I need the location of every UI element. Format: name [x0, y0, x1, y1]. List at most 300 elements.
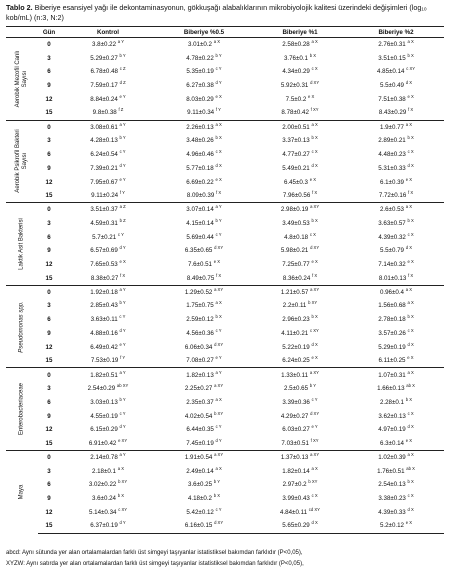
value-cell	[252, 258, 348, 272]
table-number: Tablo 2.	[6, 3, 33, 12]
significance-letters: b X	[311, 135, 318, 141]
day-cell: 3	[47, 137, 51, 145]
mean-sd: 4.84±0.11	[280, 508, 308, 516]
value-cell	[60, 299, 156, 313]
value-cell	[348, 134, 444, 148]
mean-sd: 5.2±0.12	[379, 522, 404, 530]
significance-letters: c X	[309, 231, 316, 237]
mean-sd: 6.35±0.65	[184, 247, 213, 255]
mean-sd: 8.03±0.29	[186, 95, 214, 103]
header-rosemary-1: Biberiye %1	[252, 27, 348, 38]
value-cell	[348, 51, 444, 65]
mean-sd: 2.5±0.65	[284, 385, 309, 393]
mean-sd: 9.11±0.34	[187, 109, 215, 117]
significance-letters: a X	[405, 204, 413, 210]
value-cell	[60, 272, 156, 286]
mean-sd: 2.85±0.43	[90, 302, 118, 310]
significance-letters: c X	[407, 149, 414, 154]
value-cell	[252, 272, 348, 286]
significance-letters: e Y	[119, 341, 126, 347]
mean-sd: 3.08±0.61	[90, 123, 118, 131]
value-cell	[60, 354, 156, 368]
mean-sd: 2.2±0.11	[282, 302, 307, 310]
significance-letters: a Z	[119, 204, 126, 210]
significance-letters: c XY	[118, 506, 128, 512]
day-cell: 3	[47, 54, 51, 62]
mean-sd: 1.02±0.39	[378, 454, 406, 462]
value-cell	[60, 327, 156, 341]
mean-sd: 1.82±0.14	[282, 467, 310, 475]
significance-letters: d Y	[215, 437, 222, 443]
significance-letters: e XY	[118, 437, 128, 443]
header-rosemary-2: Biberiye %2	[348, 27, 444, 38]
value-cell	[60, 492, 156, 506]
mean-sd: 7.45±0.19	[186, 439, 214, 447]
significance-letters: b X	[407, 52, 414, 58]
table-row	[6, 285, 444, 299]
value-cell	[156, 230, 252, 244]
significance-letters: a XY	[214, 383, 224, 389]
mean-sd: 4.39±0.32	[378, 233, 406, 241]
value-cell	[252, 38, 348, 52]
table-row	[6, 450, 444, 464]
value-cell	[348, 93, 444, 107]
day-cell: 3	[47, 302, 51, 310]
mean-sd: 4.39±0.33	[378, 508, 406, 516]
mean-sd: 7.5±0.2	[285, 95, 307, 103]
day-cell: 6	[47, 398, 51, 406]
value-cell	[348, 382, 444, 396]
value-cell	[60, 38, 156, 52]
significance-letters: d Z	[119, 80, 126, 86]
significance-letters: b Y	[119, 52, 126, 58]
table-row	[6, 354, 444, 368]
day-cell: 9	[47, 164, 51, 172]
mean-sd: 4.28±0.13	[90, 137, 118, 145]
value-cell	[156, 38, 252, 52]
significance-letters: cd XY	[308, 506, 320, 512]
day-cell: 3	[47, 219, 51, 227]
mean-sd: 4.59±0.31	[90, 219, 118, 227]
day-cell: 9	[47, 412, 51, 420]
mean-sd: 5.5±0.79	[379, 247, 404, 255]
mean-sd: 6.1±0.39	[379, 178, 404, 186]
mean-sd: 5.92±0.31	[280, 82, 309, 90]
value-cell	[348, 216, 444, 230]
mean-sd: 5.65±0.29	[282, 522, 310, 530]
mean-sd: 6.37±0.19	[90, 522, 118, 530]
significance-letters: a XY	[214, 452, 224, 458]
mean-sd: 3.8±0.22	[92, 41, 117, 49]
value-cell	[156, 285, 252, 299]
significance-letters: a X	[407, 369, 414, 375]
mean-sd: 3.62±0.13	[378, 412, 406, 420]
significance-letters: d X	[407, 424, 414, 430]
mean-sd: 1.29±0.52	[184, 288, 213, 296]
value-cell	[348, 38, 444, 52]
significance-letters: f X	[312, 272, 318, 278]
mean-sd: 7.72±0.16	[378, 192, 407, 200]
significance-letters: b XY	[214, 410, 224, 416]
table-row	[6, 327, 444, 341]
mean-sd: 2.98±0.19	[280, 206, 309, 214]
value-cell	[60, 340, 156, 354]
mean-sd: 1.07±0.31	[378, 371, 406, 379]
mean-sd: 6.69±0.22	[186, 178, 214, 186]
day-cell: 0	[38, 450, 60, 464]
day-cell: 15	[45, 274, 53, 282]
mean-sd: 2.35±0.37	[186, 398, 214, 406]
mean-sd: 8.43±0.29	[378, 109, 407, 117]
significance-letters: d X	[311, 341, 318, 347]
value-cell	[348, 299, 444, 313]
mean-sd: 5.29±0.19	[378, 343, 406, 351]
value-cell	[252, 409, 348, 423]
value-cell	[348, 175, 444, 189]
value-cell	[156, 148, 252, 162]
header-group	[6, 27, 38, 38]
table-row	[6, 134, 444, 148]
day-cell: 0	[38, 120, 60, 134]
significance-letters: a X	[407, 452, 414, 458]
value-cell	[156, 327, 252, 341]
day-cell: 15	[45, 109, 53, 117]
value-cell	[156, 299, 252, 313]
significance-letters: d XY	[310, 410, 320, 416]
significance-letters: e X	[407, 259, 414, 265]
value-cell	[252, 106, 348, 120]
mean-sd: 7.6±0.51	[187, 261, 212, 269]
mean-sd: 7.65±0.53	[90, 261, 118, 269]
mean-sd: 6.78±0.48	[90, 68, 118, 76]
value-cell	[156, 519, 252, 533]
value-cell	[60, 395, 156, 409]
mean-sd: 2.59±0.12	[186, 316, 214, 324]
day-cell: 3	[47, 467, 51, 475]
value-cell	[156, 203, 252, 217]
mean-sd: 8.38±0.27	[90, 274, 119, 282]
table-row	[6, 492, 444, 506]
value-cell	[348, 506, 444, 520]
mean-sd: 3.99±0.43	[282, 495, 310, 503]
mean-sd: 3.6±0.25	[188, 481, 213, 489]
value-cell	[60, 382, 156, 396]
mean-sd: 3.48±0.26	[186, 137, 214, 145]
mean-sd: 3.76±0.1	[283, 54, 308, 62]
value-cell	[252, 134, 348, 148]
mean-sd: 6.57±0.69	[90, 247, 118, 255]
value-cell	[348, 120, 444, 134]
significance-letters: a Y	[117, 39, 124, 45]
mean-sd: 4.29±0.27	[280, 412, 309, 420]
value-cell	[156, 354, 252, 368]
value-cell	[252, 450, 348, 464]
table-row	[6, 106, 444, 120]
value-cell	[156, 244, 252, 258]
significance-letters: a X	[311, 465, 318, 471]
mean-sd: 2.18±0.1	[91, 467, 116, 475]
significance-letters: a X	[311, 39, 318, 45]
value-cell	[156, 450, 252, 464]
significance-letters: d Y	[119, 245, 126, 251]
significance-letters: b Y	[119, 300, 126, 306]
value-cell	[60, 189, 156, 203]
significance-letters: b X	[309, 52, 317, 58]
significance-letters: c Y	[119, 314, 126, 320]
mean-sd: 4.02±0.54	[184, 412, 213, 420]
significance-letters: e X	[215, 93, 222, 99]
value-cell	[156, 313, 252, 327]
value-cell	[60, 437, 156, 451]
value-cell	[156, 382, 252, 396]
value-cell	[252, 51, 348, 65]
mean-sd: 5.29±0.27	[90, 54, 118, 62]
mean-sd: 6.24±0.54	[90, 151, 118, 158]
value-cell	[348, 423, 444, 437]
table-row	[6, 423, 444, 437]
mean-sd: 3.49±0.53	[282, 219, 310, 227]
significance-letters: b X	[215, 135, 222, 141]
table-row	[6, 272, 444, 286]
significance-letters: a X	[405, 286, 413, 292]
significance-letters: f Y	[119, 190, 125, 196]
mean-sd: 1.82±0.13	[186, 371, 214, 379]
mean-sd: 4.77±0.27	[282, 151, 310, 158]
significance-letters: e X	[309, 176, 317, 182]
value-cell	[60, 423, 156, 437]
significance-letters: a XY	[309, 369, 319, 375]
mean-sd: 5.42±0.12	[186, 508, 214, 516]
header-row	[6, 27, 444, 38]
table-row	[6, 38, 444, 52]
significance-letters: a X	[213, 39, 221, 45]
value-cell	[348, 244, 444, 258]
significance-letters: d X	[405, 245, 413, 251]
day-cell: 0	[38, 203, 60, 217]
significance-letters: d Y	[119, 162, 126, 168]
mean-sd: 9.8±0.38	[92, 109, 117, 117]
significance-letters: b Y	[309, 383, 316, 389]
day-cell: 15	[45, 357, 53, 365]
significance-letters: e X	[405, 437, 413, 443]
significance-letters: b X	[311, 314, 318, 320]
mean-sd: 2.97±0.2	[282, 481, 307, 489]
mean-sd: 8.84±0.24	[90, 95, 118, 103]
mean-sd: 5.98±0.21	[280, 247, 309, 255]
group-label-cell	[6, 203, 38, 286]
significance-letters: f Z	[118, 107, 124, 113]
day-cell: 9	[47, 495, 51, 503]
significance-letters: c X	[311, 493, 318, 499]
mean-sd: 1.92±0.18	[90, 288, 118, 296]
significance-letters: c Y	[119, 410, 126, 416]
significance-letters: b Y	[119, 396, 126, 402]
value-cell	[156, 79, 252, 93]
mean-sd: 7.96±0.56	[282, 192, 311, 200]
table-row	[6, 395, 444, 409]
value-cell	[252, 285, 348, 299]
mean-sd: 2.76±0.31	[378, 41, 406, 49]
significance-letters: c XY	[309, 327, 319, 333]
significance-letters: c Y	[215, 506, 222, 512]
value-cell	[60, 409, 156, 423]
value-cell	[348, 395, 444, 409]
table-row	[6, 175, 444, 189]
day-cell: 6	[47, 233, 51, 241]
mean-sd: 5.35±0.19	[186, 68, 214, 76]
mean-sd: 5.5±0.49	[379, 82, 404, 90]
mean-sd: 3.03±0.13	[90, 398, 118, 406]
table-row	[6, 120, 444, 134]
value-cell	[348, 340, 444, 354]
value-cell	[60, 244, 156, 258]
value-cell	[156, 161, 252, 175]
significance-letters: c Y	[311, 396, 318, 402]
value-cell	[60, 106, 156, 120]
mean-sd: 1.75±0.75	[186, 302, 214, 310]
mean-sd: 2.14±0.78	[90, 454, 118, 462]
value-cell	[252, 175, 348, 189]
footnote-column-letters: abcd: Aynı sütunda yer alan ortalamalardan farklı üst simgeyi taşıyanlar istatistiksel bakımdan farklıdır (P<0,05),	[6, 550, 303, 556]
value-cell	[252, 423, 348, 437]
value-cell	[252, 382, 348, 396]
significance-letters: d Y	[215, 80, 222, 86]
significance-letters: c X	[407, 410, 414, 416]
significance-letters: c X	[407, 231, 414, 237]
mean-sd: 2.58±0.28	[282, 41, 310, 49]
value-cell	[156, 51, 252, 65]
significance-letters: d X	[407, 506, 414, 512]
significance-letters: d Y	[119, 520, 126, 526]
value-cell	[252, 327, 348, 341]
significance-letters: e X	[405, 176, 413, 182]
significance-letters: f Y	[215, 107, 221, 113]
mean-sd: 6.11±0.25	[378, 357, 406, 365]
value-cell	[156, 216, 252, 230]
value-cell	[252, 299, 348, 313]
mean-sd: 3.6±0.24	[91, 495, 116, 503]
mean-sd: 6.24±0.25	[282, 357, 310, 365]
significance-letters: ab X	[406, 383, 415, 389]
significance-letters: b X	[407, 217, 414, 223]
day-cell: 12	[45, 343, 53, 351]
significance-letters: c Y	[119, 149, 126, 154]
significance-letters: d XY	[214, 341, 224, 347]
significance-letters: c Y	[117, 231, 124, 237]
significance-letters: d XY	[214, 245, 224, 251]
value-cell	[348, 327, 444, 341]
value-cell	[60, 478, 156, 492]
significance-letters: c Y	[215, 231, 222, 237]
mean-sd: 1.66±0.13	[377, 385, 405, 393]
table-row	[6, 313, 444, 327]
significance-letters: c Z	[119, 66, 126, 72]
significance-letters: b Z	[119, 217, 126, 223]
significance-letters: e X	[407, 355, 414, 361]
day-cell: 6	[47, 151, 51, 158]
table-row	[6, 258, 444, 272]
value-cell	[348, 368, 444, 382]
significance-letters: e X	[405, 520, 413, 526]
value-cell	[156, 175, 252, 189]
significance-letters: d X	[407, 341, 414, 347]
day-cell: 0	[47, 41, 51, 49]
table-row	[6, 244, 444, 258]
value-cell	[156, 478, 252, 492]
table-row	[6, 409, 444, 423]
value-cell	[156, 506, 252, 520]
value-cell	[156, 437, 252, 451]
mean-sd: 6.44±0.35	[186, 426, 214, 434]
mean-sd: 1.82±0.51	[90, 371, 118, 379]
header-rosemary-05: Biberiye %0.5	[156, 27, 252, 38]
value-cell	[252, 354, 348, 368]
day-cell: 15	[45, 439, 53, 447]
significance-letters: a X	[407, 39, 414, 45]
value-cell	[252, 189, 348, 203]
group-label: Pseudomonas spp.	[18, 300, 25, 353]
significance-letters: c X	[311, 66, 318, 72]
significance-letters: f XY	[310, 107, 319, 113]
microbiology-table	[6, 26, 444, 534]
significance-letters: e X	[311, 355, 318, 361]
mean-sd: 7.03±0.51	[281, 439, 309, 447]
group-label: Laktik Asit Bakterisi	[18, 218, 25, 270]
mean-sd: 5.22±0.19	[282, 343, 310, 351]
significance-letters: c X	[311, 149, 318, 154]
day-cell: 9	[47, 82, 51, 90]
mean-sd: 0.96±0.4	[379, 288, 404, 296]
mean-sd: 7.95±0.67	[90, 178, 118, 186]
value-cell	[156, 120, 252, 134]
mean-sd: 7.08±0.27	[186, 357, 214, 365]
value-cell	[252, 478, 348, 492]
significance-letters: d Y	[119, 327, 126, 333]
mean-sd: 3.57±0.26	[378, 329, 406, 337]
significance-letters: d X	[215, 162, 222, 168]
mean-sd: 6.27±0.38	[186, 82, 214, 90]
mean-sd: 5.49±0.21	[282, 164, 310, 172]
mean-sd: 1.37±0.13	[280, 454, 309, 462]
value-cell	[60, 65, 156, 79]
significance-letters: ab X	[406, 465, 415, 471]
day-cell: 15	[45, 192, 53, 200]
significance-letters: e X	[213, 259, 221, 265]
mean-sd: 4.48±0.23	[378, 151, 406, 158]
table-row	[6, 478, 444, 492]
significance-letters: a Y	[119, 452, 126, 458]
significance-letters: a X	[311, 121, 318, 127]
mean-sd: 4.88±0.16	[90, 329, 118, 337]
significance-letters: b X	[407, 479, 414, 485]
value-cell	[252, 120, 348, 134]
value-cell	[60, 464, 156, 478]
value-cell	[156, 134, 252, 148]
significance-letters: a XY	[310, 204, 320, 210]
mean-sd: 1.9±0.77	[379, 123, 404, 131]
significance-letters: b Y	[215, 217, 222, 223]
table-row	[6, 161, 444, 175]
value-cell	[252, 506, 348, 520]
value-cell	[156, 340, 252, 354]
table-row	[6, 368, 444, 382]
significance-letters: f X	[216, 190, 222, 196]
day-cell: 15	[38, 519, 60, 533]
value-cell	[60, 519, 156, 533]
mean-sd: 6.06±0.34	[184, 343, 213, 351]
mean-sd: 4.34±0.29	[282, 68, 310, 76]
value-cell	[348, 161, 444, 175]
